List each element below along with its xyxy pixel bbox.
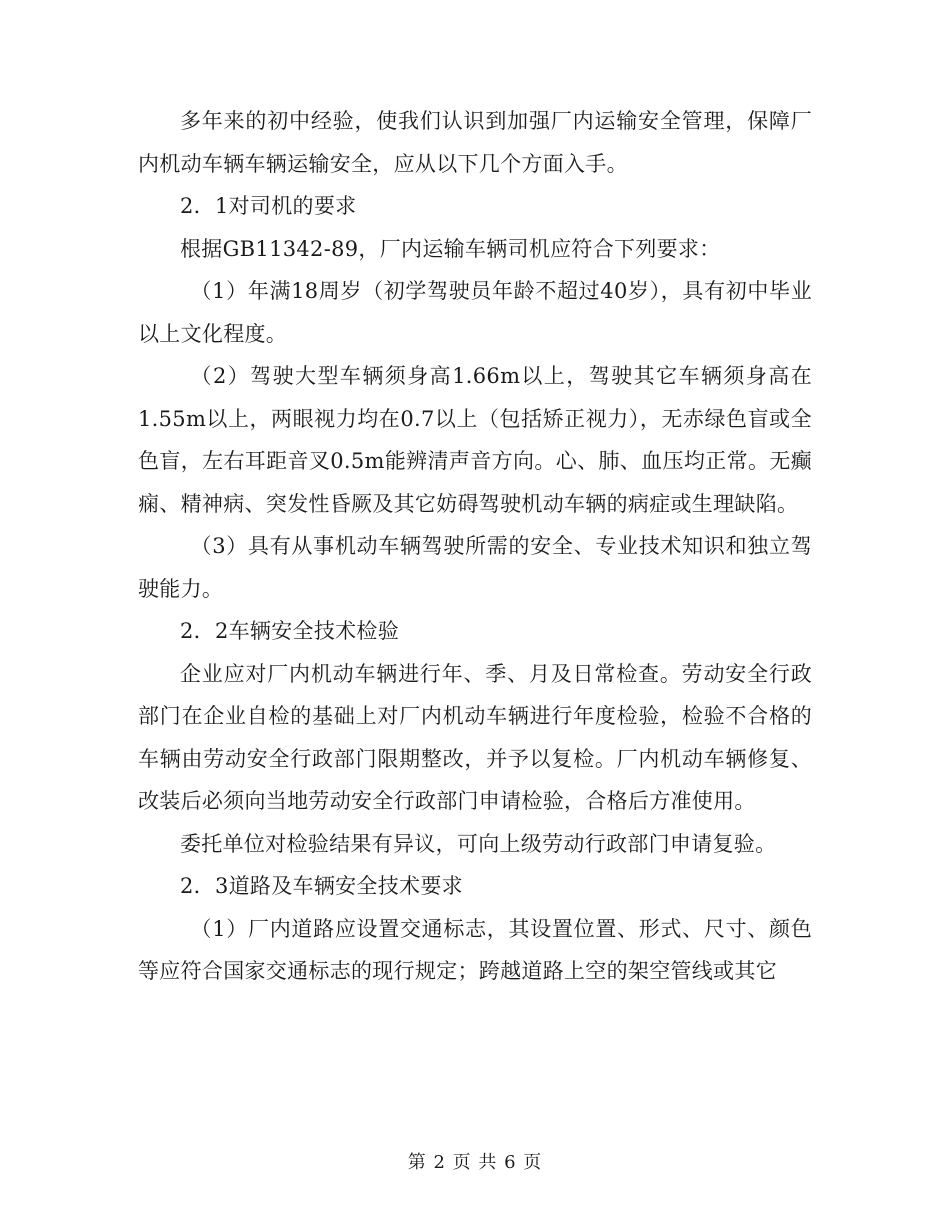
list-item-traffic-signs: （1）厂内道路应设置交通标志，其设置位置、形式、尺寸、颜色等应符合国家交通标志的现行规定；跨越道路上空的架空管线或其它 xyxy=(138,916,812,983)
list-item-physical: （2）驾驶大型车辆须身高1.66m以上，驾驶其它车辆须身高在1.55m以上，两眼视力均在0.7以上（包括矫正视力），无赤绿色盲或全色盲，左右耳距音叉0.5m能辨清声音方向。心、肺、血压均正常。无癫痫、精神病、突发性昏厥及其它妨碍驾驶机动车辆的病症或生理缺陷。 xyxy=(138,364,812,516)
paragraph-driver-requirements: 根据GB11342-89，厂内运输车辆司机应符合下列要求： xyxy=(180,236,721,261)
page-footer: 第 2 页 共 6 页 xyxy=(407,1152,543,1173)
section-heading-2-2: 2．2车辆安全技术检验 xyxy=(180,619,400,643)
section-heading-2-3: 2．3道路及车辆安全技术要求 xyxy=(180,874,463,898)
list-item-age: （1）年满18周岁（初学驾驶员年龄不超过40岁），具有初中毕业以上文化程度。 xyxy=(138,279,812,346)
document-body xyxy=(138,100,812,993)
list-item-skills: （3）具有从事机动车辆驾驶所需的安全、专业技术知识和独立驾驶能力。 xyxy=(138,534,812,601)
paragraph-appeal: 委托单位对检验结果有异议，可向上级劳动行政部门申请复验。 xyxy=(180,831,777,856)
paragraph-inspection: 企业应对厂内机动车辆进行年、季、月及日常检查。劳动安全行政部门在企业自检的基础上对厂内机动车辆进行年度检验，检验不合格的车辆由劳动安全行政部门限期整改，并予以复检。厂内机动车辆修复、改装后必须向当地劳动安全行政部门申请检验，合格后方准使用。 xyxy=(138,661,812,813)
section-heading-2-1: 2．1对司机的要求 xyxy=(180,194,357,218)
paragraph-intro: 多年来的初中经验，使我们认识到加强厂内运输安全管理，保障厂内机动车辆车辆运输安全，应从以下几个方面入手。 xyxy=(138,109,812,176)
